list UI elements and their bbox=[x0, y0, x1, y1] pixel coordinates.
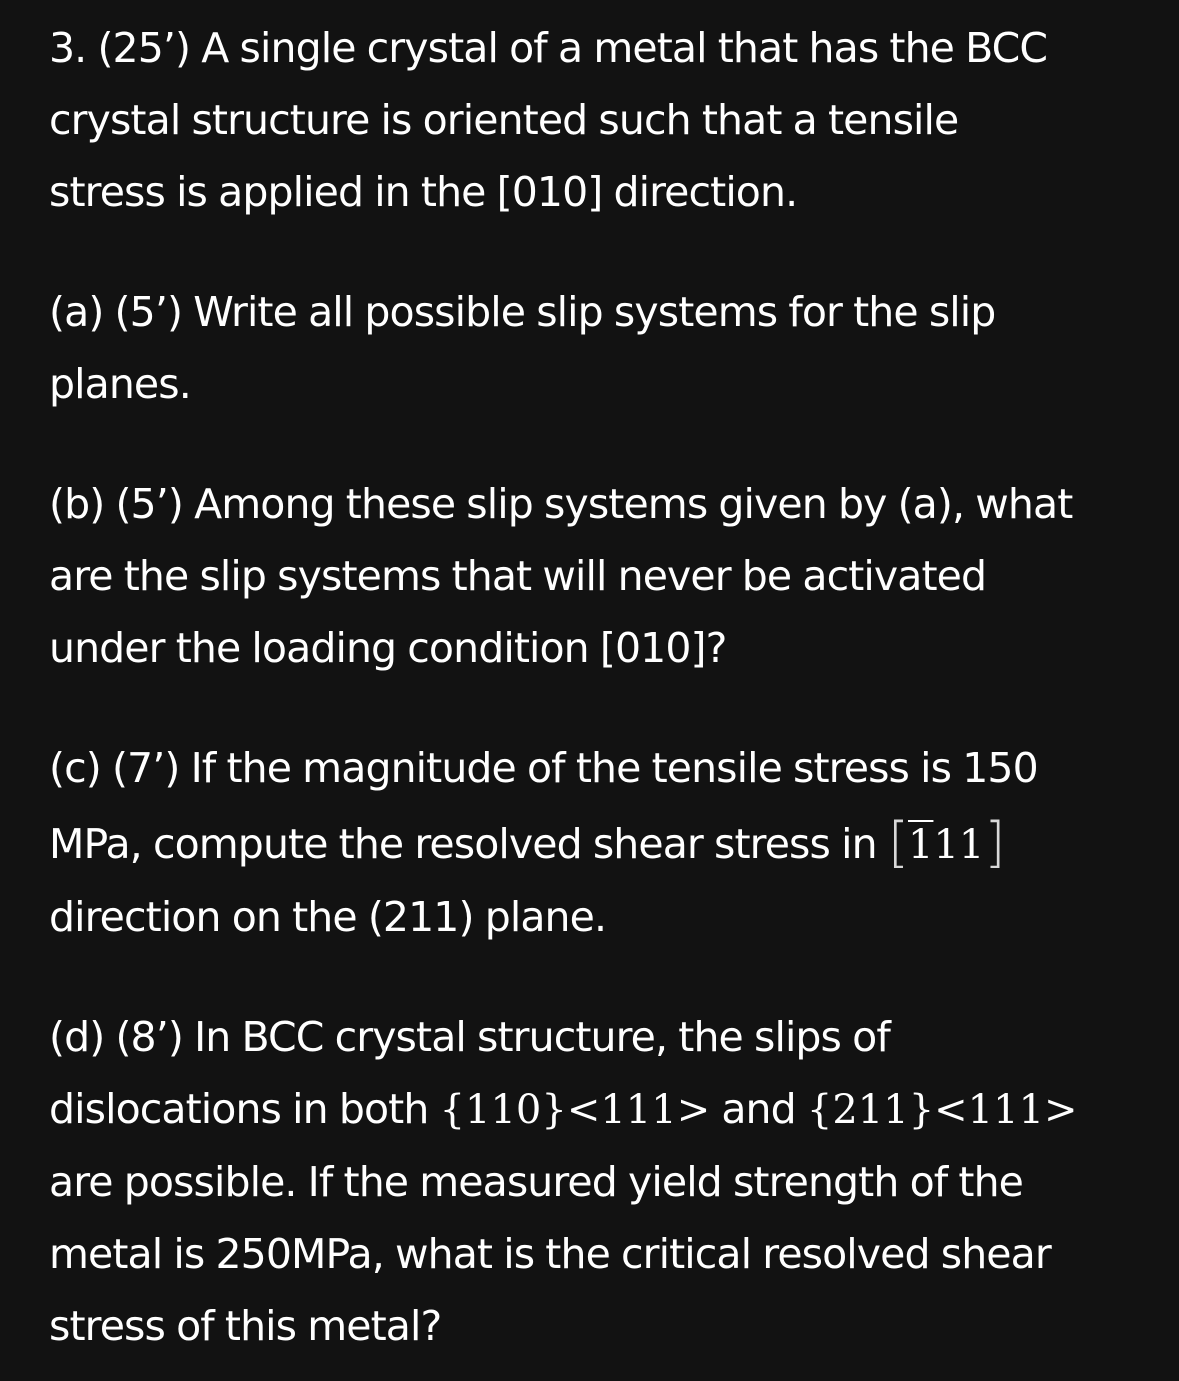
direction-open-bracket: [ bbox=[887, 811, 908, 874]
part-b-line-3: under the loading condition [010]? bbox=[49, 624, 727, 672]
slip-family-110: {110}<111> bbox=[439, 1087, 711, 1133]
question-intro bbox=[49, 12, 1159, 228]
intro-line-1: 3. (25’) A single crystal of a metal that has the BCC bbox=[49, 24, 1048, 72]
part-d bbox=[49, 1001, 1159, 1362]
paragraph-gap bbox=[49, 684, 1159, 732]
direction-negative-index: 1 bbox=[907, 822, 934, 868]
part-d-line-1: (d) (8’) In BCC crystal structure, the slips of bbox=[49, 1013, 890, 1061]
intro-line-3: stress is applied in the [010] direction. bbox=[49, 168, 798, 216]
part-d-line-2-and: and bbox=[710, 1085, 807, 1133]
part-a-line-1: (a) (5’) Write all possible slip systems for the slip bbox=[49, 288, 996, 336]
part-b-line-1: (b) (5’) Among these slip systems given by (a), what bbox=[49, 480, 1073, 528]
slip-family-211: {211}<111> bbox=[806, 1087, 1078, 1133]
part-a-line-2: planes. bbox=[49, 360, 191, 408]
intro-line-2: crystal structure is oriented such that a tensile bbox=[49, 96, 959, 144]
paragraph-gap bbox=[49, 953, 1159, 1001]
part-c bbox=[49, 732, 1159, 953]
part-b-line-2: are the slip systems that will never be activated bbox=[49, 552, 987, 600]
part-c-line-1: (c) (7’) If the magnitude of the tensile stress is 150 bbox=[49, 744, 1038, 792]
paragraph-gap bbox=[49, 420, 1159, 468]
part-d-line-4: metal is 250MPa, what is the critical resolved shear bbox=[49, 1230, 1051, 1278]
part-c-line-3: direction on the (211) plane. bbox=[49, 893, 607, 941]
part-d-line-3: are possible. If the measured yield strength of the bbox=[49, 1158, 1024, 1206]
part-b bbox=[49, 468, 1159, 684]
part-d-line-5: stress of this metal? bbox=[49, 1302, 442, 1350]
part-c-line-2 bbox=[49, 804, 1159, 881]
part-d-line-2-text: dislocations in both bbox=[49, 1085, 440, 1133]
part-a bbox=[49, 276, 1159, 420]
problem-text bbox=[49, 12, 1159, 1362]
part-d-line-2 bbox=[49, 1073, 1159, 1146]
part-c-line-2-text: MPa, compute the resolved shear stress in bbox=[49, 820, 888, 868]
direction-close-bracket: ] bbox=[984, 811, 1005, 874]
direction-indices: 11 bbox=[933, 822, 985, 868]
paragraph-gap bbox=[49, 228, 1159, 276]
